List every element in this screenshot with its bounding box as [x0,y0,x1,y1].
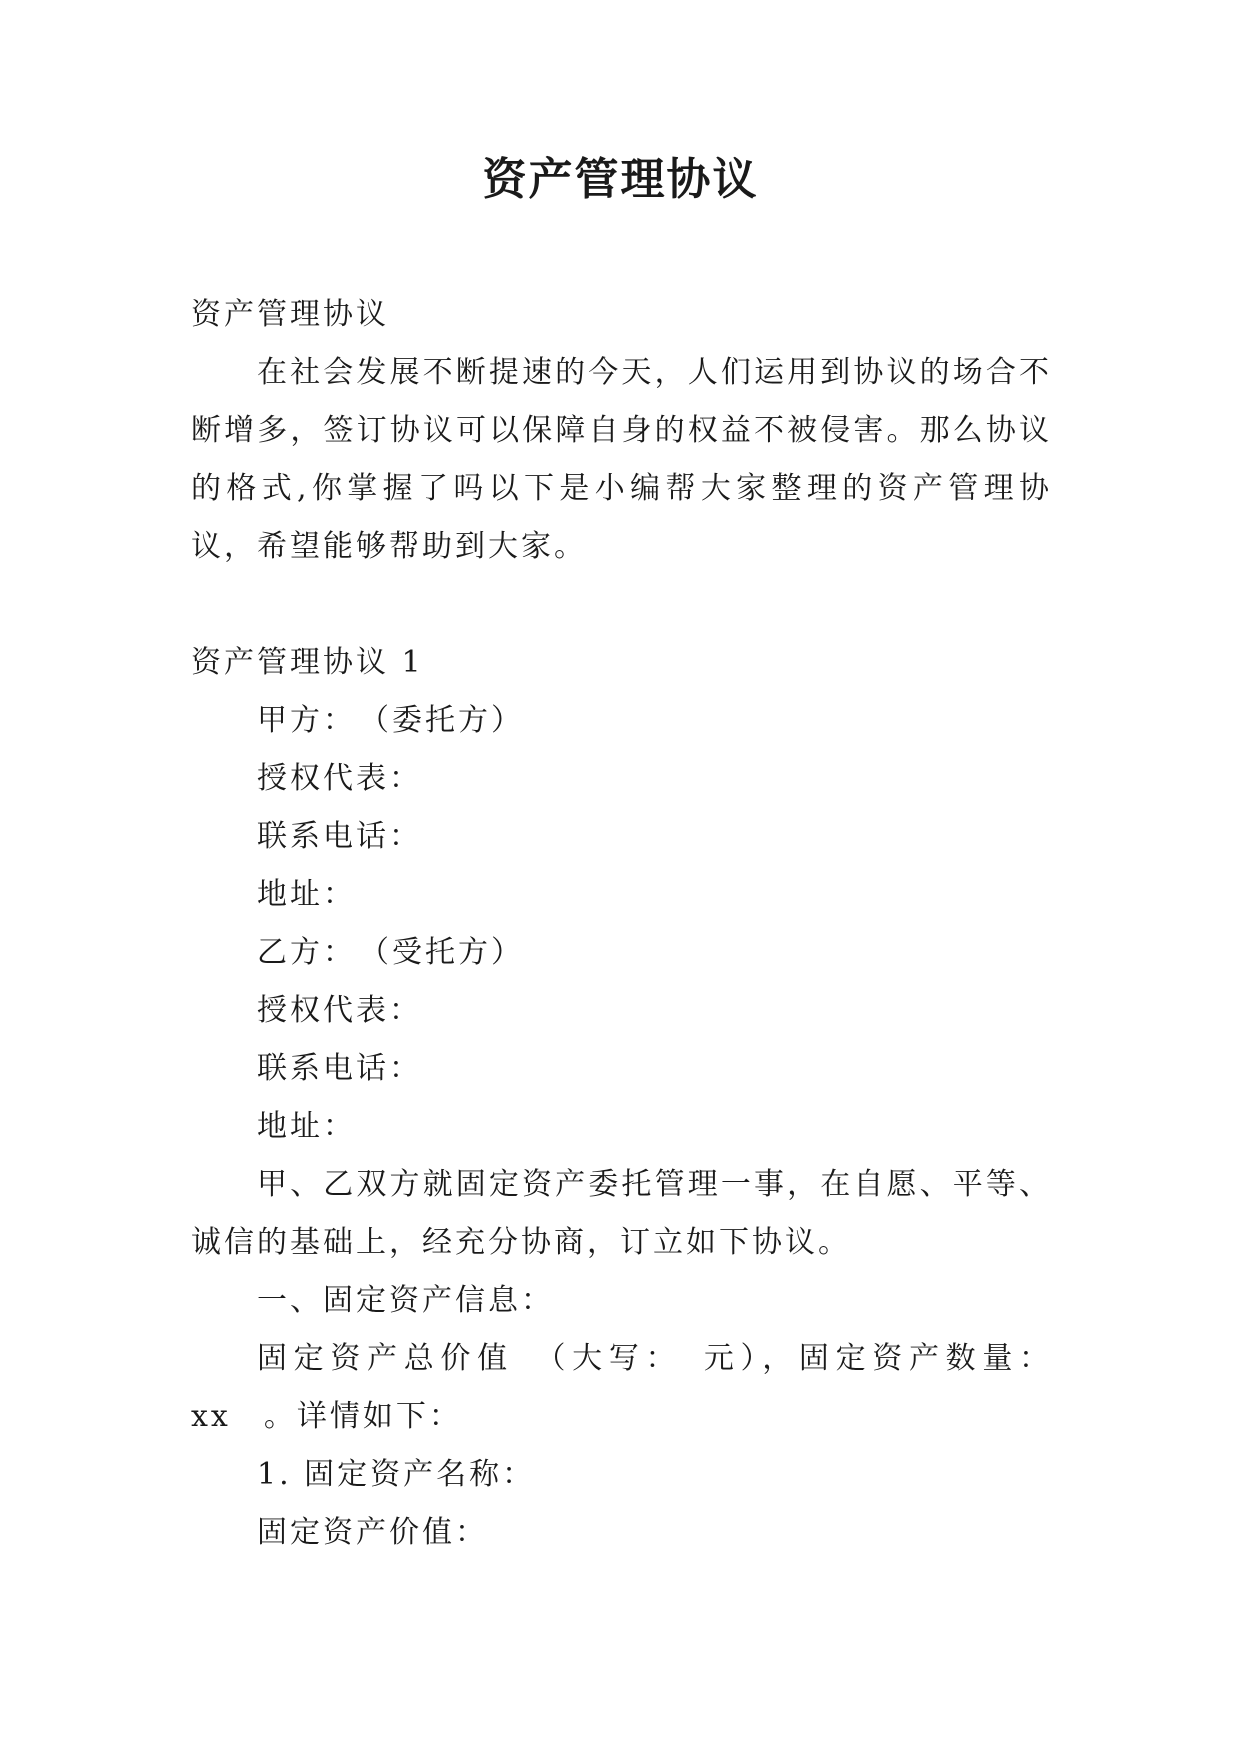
party-b-address: 地址： [257,1109,356,1144]
document-body [191,286,1052,1562]
party-a-address: 地址： [257,877,356,912]
party-a: 甲方： （委托方） [257,703,524,738]
asset-value: 固定资产价值： [257,1515,488,1550]
party-b-representative: 授权代表： [257,993,422,1028]
clause-one-body: 固定资产总价值 （大写： 元），固定资产数量：xx 。详情如下： [191,1341,1052,1434]
party-b: 乙方： （受托方） [257,935,524,970]
subtitle: 资产管理协议 [191,297,389,332]
asset-name: 1. 固定资产名称： [257,1457,536,1492]
party-b-phone: 联系电话： [257,1051,422,1086]
party-a-representative: 授权代表： [257,761,422,796]
paragraph-gap [191,576,1052,634]
party-a-phone: 联系电话： [257,819,422,854]
clause-one-title: 一、固定资产信息： [257,1283,554,1318]
document-title: 资产管理协议 [482,154,759,205]
agreement-intro: 甲、乙双方就固定资产委托管理一事，在自愿、平等、诚信的基础上，经充分协商，订立如下协议。 [191,1167,1052,1260]
intro-paragraph: 在社会发展不断提速的今天，人们运用到协议的场合不断增多，签订协议可以保障自身的权益不被侵害。那么协议的格式,你掌握了吗以下是小编帮大家整理的资产管理协议，希望能够帮助到大家。 [191,355,1052,564]
section-title: 资产管理协议 1 [191,645,424,680]
